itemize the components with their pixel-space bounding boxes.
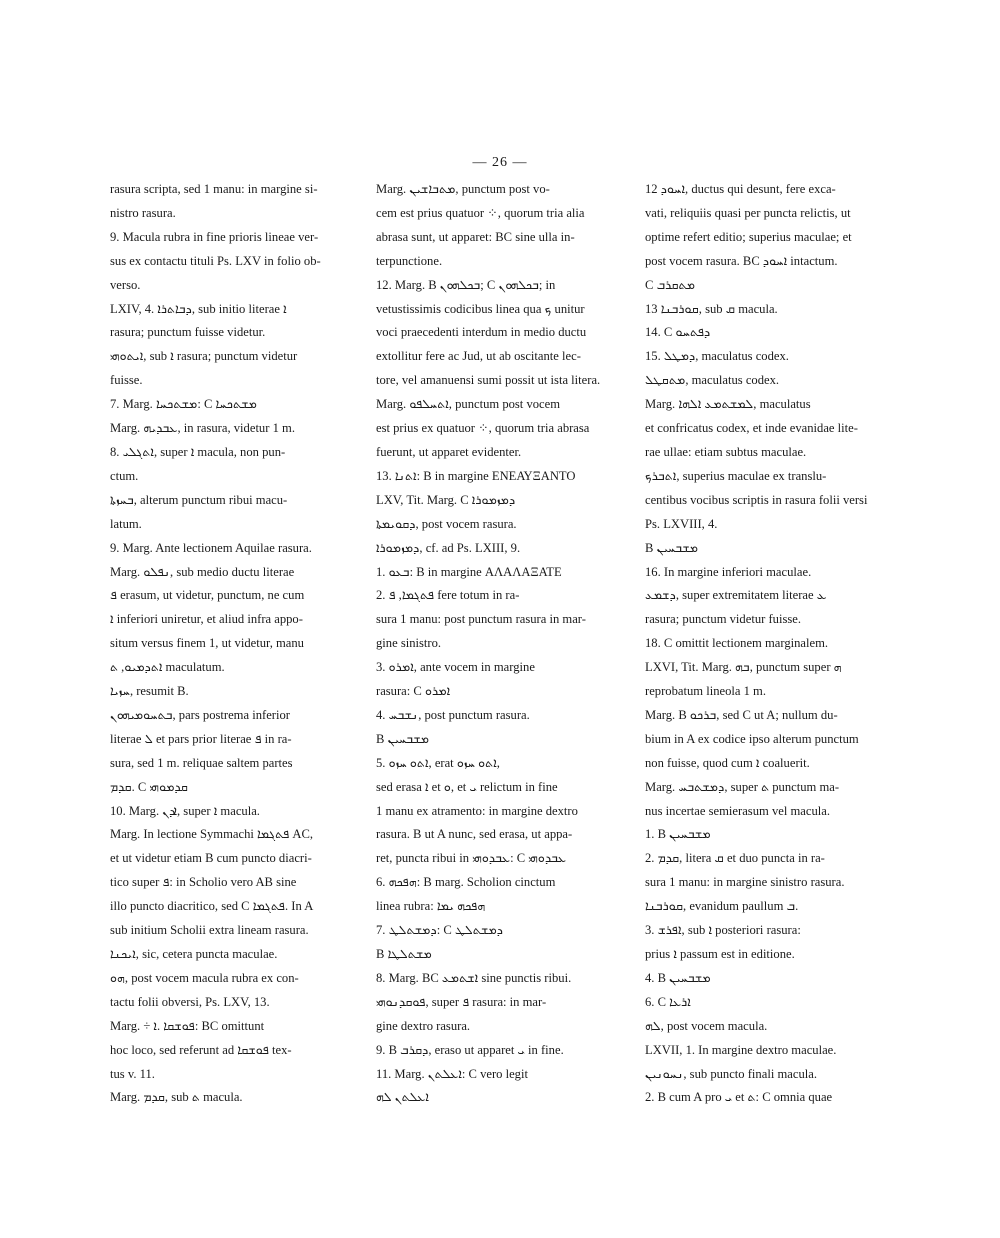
text-line: ܕܡܙܡܘܪܐ, cf. ad Ps. LXIII, 9. (376, 540, 521, 555)
text-line: ܐܝܟܢܐ, sic, cetera puncta maculae. (110, 947, 278, 961)
text-line: ܒܚܙܬܐ, alterum punctum ribui macu- (110, 492, 288, 507)
text-line: B ܡܫܒܚܝܢ (376, 731, 430, 746)
text-line: extollitur fere ac Jud, ut ab oscitante lec- (376, 349, 581, 364)
text-line: tore, vel amanuensi sumi possit ut ista litera. (376, 373, 601, 388)
text-line: ܐܝܬܘܗܝ, sub ܐ rasura; punctum videtur (110, 349, 298, 364)
text-column-left (110, 178, 368, 1110)
text-line: 11. Marg. ܐܥܠܬܢ: C vero legit (376, 1066, 528, 1081)
text-line: ܕܩܘܝܡܬܐ, post vocem rasura. (376, 516, 517, 531)
text-line: sura 1 manu: post punctum rasura in mar- (376, 612, 586, 627)
text-line: LXIV, 4. ܕܒܐܬܪܐ, sub initio literae ܐ (110, 301, 287, 316)
text-line: Marg. B ܒܪܟܘ, sed C ut A; nullum du- (645, 707, 838, 722)
text-line: gine dextro rasura. (376, 1018, 471, 1033)
text-line: terpunctione. (376, 253, 443, 268)
text-line: Marg. ܩܕܡ, sub ܬ macula. (110, 1090, 243, 1105)
text-line: ܐܬܕܡܝܘ, ܬ maculatum. (110, 660, 225, 675)
text-line: B ܡܫܒܚܝܢ (645, 540, 699, 555)
text-line: 8. ܐܬܓܠܝ, super ܐ macula, non pun- (110, 444, 286, 459)
text-line: post vocem rasura. BC ܐܚܘܕ intactum. (645, 253, 838, 268)
text-line: ܩܘܪܒܢܐ, evanidum paullum ܒ. (645, 899, 799, 914)
text-line: 6. ܗܦܟܗ: B marg. Scholion cinctum (376, 875, 556, 890)
text-line: centibus vocibus scriptis in rasura folii versi (645, 492, 868, 507)
text-line: prius ܐ passum est in editione. (645, 947, 795, 961)
text-line: 18. C omittit lectionem marginalem. (645, 636, 829, 651)
text-column-middle (376, 178, 634, 1110)
text-line: literae ܠ et pars prior literae ܦ in ra- (110, 731, 292, 746)
text-line: est prius ex quatuor ⁘, quorum tria abrasa (376, 421, 590, 436)
text-line: hoc loco, sed referunt ad ܦܘܫܩܐ tex- (110, 1042, 292, 1057)
text-line: latum. (110, 516, 142, 531)
text-line: ܐܬܒܪܟ, superius maculae ex translu- (645, 468, 827, 483)
text-line: 9. B ܕܩܪܒ, eraso ut apparet ܝ in fine. (376, 1042, 564, 1057)
text-line: reprobatum lineola 1 m. (645, 684, 767, 699)
text-line: sura, sed 1 m. reliquae saltem partes (110, 755, 293, 770)
text-line: rasura scripta, sed 1 manu: in margine si- (110, 182, 318, 196)
text-line: 12 ܐܚܘܕ, ductus qui desunt, fere exca- (645, 182, 836, 196)
text-line: ܕܫܡܥ, super extremitatem literae ܥ (645, 588, 827, 603)
text-line: rasura: C ܐܡܪܘ (376, 684, 451, 699)
text-line: tico super ܦ: in Scholio vero AB sine (110, 875, 297, 890)
text-line: 16. In margine inferiori maculae. (645, 564, 812, 579)
text-line: 10. Marg. ܐܕܢ, super ܐ macula. (110, 803, 260, 818)
text-line: ܒܬܚܘܡܝܗܘܢ, pars postrema inferior (110, 707, 290, 722)
text-line: 7. ܕܡܫܬܠܛ: C ܕܡܫܬܠܛ (376, 923, 503, 938)
text-line: 15. ܕܡܛܠ, maculatus codex. (645, 349, 789, 364)
text-line: Marg. ܠܡܫܬܡܥ ܐܠܗܐ, maculatus (645, 397, 811, 412)
text-line: ܢܚܘܢܝܢ, sub puncto finali macula. (645, 1066, 817, 1081)
text-line: ret, puncta ribui in ܥܒܕܘܗܝ: C ܥܒܕܘܗܝ (376, 851, 567, 866)
text-line: B ܡܫܬܠܛܐ (376, 947, 432, 961)
text-line: abrasa sunt, ut apparet: BC sine ulla in- (376, 229, 575, 244)
text-line: bium in A ex codice ipso alterum punctum (645, 731, 859, 746)
text-line: LXVI, Tit. Marg. ܒܗ, punctum super ܗ (645, 660, 842, 675)
text-line: 7. Marg. ܡܫܬܟܚܐ: C ܡܫܬܟܚܐ (110, 397, 257, 412)
text-line: illo puncto diacritico, sed C ܦܬܓܡܐ. In A (110, 899, 314, 914)
text-line: ܐܥܠܬܢ ܠܗ (376, 1090, 429, 1105)
text-line: 1 manu ex atramento: in margine dextro (376, 803, 578, 818)
text-line: 6. C ܐܪܥܐ (645, 994, 691, 1009)
text-line: C ܡܬܩܪܒ (645, 277, 695, 292)
text-line: nus incertae semierasum vel macula. (645, 803, 830, 818)
text-line: sus ex contactu tituli Ps. LXV in folio ob- (110, 253, 321, 268)
text-line: verso. (110, 277, 141, 292)
text-line: 3. ܐܦܪܫ, sub ܐ posteriori rasura: (645, 923, 801, 938)
text-line: situm versus finem 1, ut videtur, manu (110, 636, 304, 651)
text-line: Marg. ܢܦܠܘ, sub medio ductu literae (110, 564, 295, 579)
text-column-right (645, 178, 903, 1110)
text-line: 1. ܒܥܘ: B in margine ΑΛΑΛΑΞΑΤΕ (376, 564, 562, 579)
text-line: gine sinistro. (376, 636, 442, 651)
text-line: 5. ܐܬܘ ܚܙܘ, erat ܐܬܘ ܚܙܘ, (376, 755, 500, 770)
text-line: tus v. 11. (110, 1066, 155, 1081)
text-line: 9. Marg. Ante lectionem Aquilae rasura. (110, 540, 312, 555)
text-line: linea rubra: ܗܦܟܗ ܝܡܐ (376, 899, 486, 914)
text-line: ܩܕܡ. C ܩܕܡܘܗܝ (110, 779, 188, 794)
text-line: 12. Marg. B ܒܟܠܗܘܢ; C ܒܟܠܗܘܢ; in (376, 277, 556, 292)
text-line: 8. Marg. BC ܐܫܬܡܥ sine punctis ribui. (376, 970, 572, 985)
text-line: 9. Macula rubra in fine prioris lineae ver- (110, 229, 319, 244)
text-line: cem est prius quatuor ⁘, quorum tria alia (376, 205, 585, 220)
text-line: et confricatus codex, et inde evanidae lite- (645, 421, 858, 436)
text-line: ܐ inferiori uniretur, et aliud infra appo- (110, 612, 303, 627)
text-line: 13. ܐܬܢܐ: B in margine ΕΝΕΑΥΞΑΝΤΟ (376, 468, 576, 483)
text-line: et ut videtur etiam B cum puncto diacri- (110, 851, 312, 866)
text-line: rasura. B ut A nunc, sed erasa, ut appa- (376, 827, 573, 842)
text-line: vetustissimis codicibus linea qua ܟ unitur (376, 301, 585, 316)
text-line: LXVII, 1. In margine dextro maculae. (645, 1042, 837, 1057)
text-line: fuisse. (110, 373, 143, 388)
text-line: optime refert editio; superius maculae; et (645, 229, 852, 244)
text-line: sura 1 manu: in margine sinistro rasura. (645, 875, 845, 890)
text-line: ܗܘ, post vocem macula rubra ex con- (110, 970, 299, 985)
text-line: 3. ܐܡܪܘ, ante vocem in margine (376, 660, 535, 675)
text-line: 2. ܦܬܓܡܐ, ܦ fere totum in ra- (376, 588, 520, 603)
text-line: Marg. ܥܒܕܝܗ, in rasura, videtur 1 m. (110, 421, 295, 436)
text-line: vati, reliquiis quasi per puncta relictis, ut (645, 205, 851, 220)
page-number: — 26 — (472, 155, 528, 170)
text-line: ܠܗ, post vocem macula. (645, 1018, 768, 1033)
text-line: sed erasa ܐ et ܘ, et ܝ relictum in fine (376, 779, 558, 794)
text-line: LXV, Tit. Marg. C ܕܡܙܡܘܪܐ (376, 492, 516, 507)
text-line: Marg. ܕܡܫܬܒܚ, super ܬ punctum ma- (645, 779, 840, 794)
text-line: rae ullae: etiam subtus maculae. (645, 444, 807, 459)
text-line: nistro rasura. (110, 205, 176, 220)
text-line: 4. B ܡܫܒܚܝܢ (645, 970, 711, 985)
text-line: ܚܙܝܐ, resumit B. (110, 684, 189, 699)
text-line: 4. ܢܫܒܚ, post punctum rasura. (376, 707, 530, 722)
text-line: non fuisse, quod cum ܐ coaluerit. (645, 755, 810, 770)
text-line: ctum. (110, 468, 139, 483)
text-line: 1. B ܡܫܒܚܝܢ (645, 827, 711, 842)
text-line: Ps. LXVIII, 4. (645, 516, 718, 531)
text-line: rasura; punctum videtur fuisse. (645, 612, 801, 627)
text-line: Marg. ܐܬܚܠܦܘ, punctum post vocem (376, 397, 561, 412)
text-line: tactu folii obversi, Ps. LXV, 13. (110, 994, 270, 1009)
text-line: ܡܬܩܛܠ, maculatus codex. (645, 373, 780, 388)
text-line: 14. C ܕܦܬܚܘ (645, 325, 711, 340)
text-line: 13 ܩܘܪܒܢܐ, sub ܩ macula. (645, 301, 778, 316)
text-line: ܦܘܩܕܢܘܗܝ, super ܦ rasura: in mar- (376, 994, 547, 1009)
text-line: 2. ܩܕܡ, litera ܩ et duo puncta in ra- (645, 851, 825, 866)
text-line: Marg. In lectione Symmachi ܦܬܓܡܐ AC, (110, 827, 314, 842)
text-line: fuerunt, ut apparet evidenter. (376, 444, 522, 459)
text-line: rasura; punctum fuisse videtur. (110, 325, 266, 340)
text-line: 2. B cum A pro ܝ et ܬ: C omnia quae (645, 1090, 833, 1105)
text-line: voci praecedenti interdum in medio ductu (376, 325, 587, 340)
text-line: Marg. ܡܬܒܐܫܝܢ, punctum post vo- (376, 182, 550, 196)
text-line: Marg. ÷ ܦܘܫܩܐ .ܐ: BC omittunt (110, 1018, 265, 1033)
text-line: ܦ erasum, ut videtur, punctum, ne cum (110, 588, 305, 603)
text-line: sub initium Scholii extra lineam rasura. (110, 923, 309, 938)
